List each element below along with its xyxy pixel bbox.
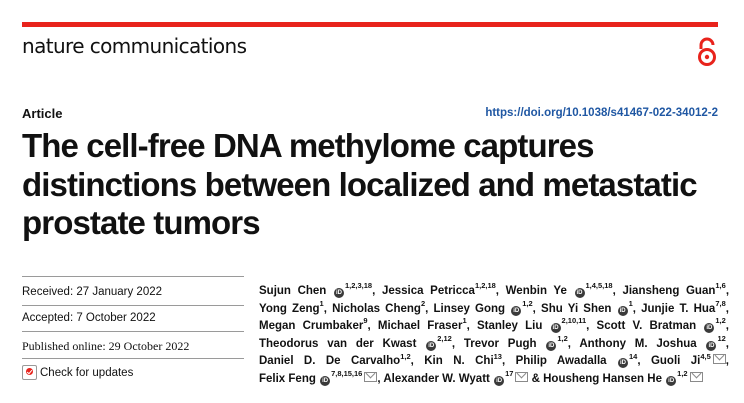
check-for-updates-button[interactable] bbox=[22, 365, 133, 380]
author[interactable]: Wenbin Ye iD$^{1,4,5,18}$, bbox=[505, 281, 616, 297]
open-access-icon bbox=[696, 37, 718, 67]
author-name: Nicholas Cheng bbox=[332, 302, 421, 315]
affiliation-numbers: 13 bbox=[493, 351, 502, 361]
author[interactable]: Stanley Liu iD$^{2,10,11}$, bbox=[477, 316, 590, 333]
published-date: Published online: 29 October 2022 bbox=[22, 339, 190, 353]
doi-link[interactable]: https://doi.org/10.1038/s41467-022-34012-2 bbox=[485, 107, 718, 119]
author-name: Scott V. Bratman bbox=[596, 320, 697, 333]
author-name: Philip Awadalla bbox=[515, 355, 607, 368]
author[interactable]: Daniel D. De Carvalho$^{1,2}$, bbox=[259, 351, 414, 368]
author[interactable]: Megan Crumbaker$^9$, bbox=[259, 316, 371, 333]
orcid-icon[interactable]: iD bbox=[708, 342, 715, 349]
author-name: Daniel D. De Carvalho bbox=[259, 355, 401, 368]
author[interactable]: Junjie T. Hua$^{7,8}$, bbox=[641, 298, 729, 315]
author[interactable]: Jiansheng Guan$^{1,6}$, bbox=[622, 281, 730, 297]
author-name: Jessica Petricca bbox=[381, 285, 475, 297]
author-name: Trevor Pugh bbox=[463, 337, 537, 350]
affiliation-numbers: 2 bbox=[420, 298, 426, 308]
author-name: Anthony M. Joshua bbox=[579, 337, 697, 350]
affiliation-numbers: 7,8,15,16 bbox=[331, 369, 363, 379]
affiliation-numbers: 1,2 bbox=[557, 333, 568, 343]
author-name: Yong Zeng bbox=[259, 302, 320, 315]
orcid-icon[interactable]: iD bbox=[552, 325, 559, 332]
orcid-icon[interactable]: iD bbox=[336, 290, 342, 296]
affiliation-numbers: 1,2 bbox=[400, 351, 411, 361]
author-name: Kin N. Chi bbox=[424, 355, 494, 368]
author-name: Linsey Gong bbox=[433, 302, 506, 315]
author-name: Housheng Hansen He bbox=[543, 372, 662, 385]
orcid-icon[interactable]: iD bbox=[428, 342, 435, 349]
journal-name[interactable]: nature communications bbox=[22, 34, 247, 58]
affiliation-numbers: 12 bbox=[717, 333, 726, 343]
email-icon[interactable] bbox=[713, 354, 726, 364]
orcid-icon[interactable]: iD bbox=[322, 377, 329, 384]
orcid-icon[interactable]: iD bbox=[576, 290, 583, 296]
check-for-updates-label: Check for updates bbox=[40, 366, 134, 379]
affiliation-numbers: 1,2,18 bbox=[474, 281, 496, 291]
orcid-icon[interactable]: iD bbox=[548, 342, 555, 349]
author[interactable]: Jessica Petricca$^{1,2,18}$, bbox=[381, 281, 499, 297]
author[interactable]: Scott V. Bratman iD$^{1,2}$, bbox=[596, 316, 729, 333]
email-icon[interactable] bbox=[515, 372, 528, 382]
author[interactable] bbox=[543, 369, 703, 385]
meta-divider bbox=[22, 305, 244, 306]
affiliation-numbers: 2,12 bbox=[437, 333, 452, 343]
author-name: Felix Feng bbox=[259, 372, 316, 385]
affiliation-numbers: 1,2 bbox=[522, 298, 533, 308]
affiliation-numbers: 1,2 bbox=[715, 316, 726, 326]
author-name: Guoli Ji bbox=[650, 355, 701, 368]
author-name: Alexander W. Wyatt bbox=[383, 372, 490, 385]
affiliation-numbers: 1 bbox=[319, 298, 324, 308]
affiliation-numbers: 1,2,3,18 bbox=[345, 281, 373, 291]
author-name: Jiansheng Guan bbox=[622, 285, 716, 297]
author-name: Stanley Liu bbox=[477, 320, 543, 333]
author[interactable]: Yong Zeng$^1$, bbox=[259, 298, 327, 315]
affiliation-numbers: 17 bbox=[505, 369, 514, 379]
author-list bbox=[259, 283, 729, 389]
author[interactable]: Linsey Gong iD$^{1,2}$, bbox=[433, 298, 536, 315]
orcid-icon[interactable]: iD bbox=[668, 377, 675, 384]
author[interactable]: Guoli Ji$^{4,5}$ , bbox=[650, 351, 729, 368]
author[interactable]: Alexander W. Wyatt $iD^{17}$ & bbox=[383, 369, 540, 385]
affiliation-numbers: 1,4,5,18 bbox=[585, 281, 613, 291]
orcid-icon[interactable]: iD bbox=[706, 325, 713, 332]
author-name: Sujun Chen bbox=[259, 285, 327, 297]
affiliation-numbers: 4,5 bbox=[700, 351, 711, 361]
affiliation-numbers: 7,8 bbox=[715, 298, 726, 308]
orcid-icon[interactable]: iD bbox=[496, 377, 503, 384]
author-name: Junjie T. Hua bbox=[641, 302, 716, 315]
author-name: Wenbin Ye bbox=[505, 285, 567, 297]
orcid-icon[interactable]: iD bbox=[619, 360, 626, 367]
author[interactable]: Sujun Chen iD$^{1,2,3,18}$, bbox=[259, 281, 376, 297]
article-type: Article bbox=[22, 106, 63, 121]
author[interactable]: Philip Awadalla $iD^{14}$, bbox=[515, 351, 641, 368]
received-date: Received: 27 January 2022 bbox=[22, 286, 163, 298]
author[interactable]: Michael Fraser$^1$, bbox=[377, 316, 470, 333]
orcid-icon[interactable]: iD bbox=[619, 307, 626, 314]
meta-divider bbox=[22, 358, 244, 359]
affiliation-numbers: 1,6 bbox=[715, 281, 726, 291]
email-icon[interactable] bbox=[364, 372, 377, 382]
author-name: Michael Fraser bbox=[377, 320, 463, 333]
check-for-updates-icon bbox=[22, 365, 37, 380]
affiliation-numbers: 1 bbox=[462, 316, 467, 326]
author-name: Shu Yi Shen bbox=[541, 302, 612, 315]
author[interactable]: Nicholas Cheng$^2$, bbox=[332, 298, 429, 315]
author-name: Megan Crumbaker bbox=[259, 320, 364, 333]
meta-divider bbox=[22, 331, 244, 332]
author[interactable]: Anthony M. Joshua $iD^{12}$, bbox=[579, 333, 729, 350]
affiliation-numbers: 14 bbox=[628, 351, 638, 361]
author[interactable]: Felix Feng iD$^{7,8,15,16}$ , bbox=[259, 369, 381, 385]
meta-divider bbox=[22, 276, 244, 277]
journal-accent-bar bbox=[22, 22, 718, 27]
author[interactable]: Trevor Pugh iD$^{1,2}$, bbox=[463, 333, 571, 350]
article-title: The cell-free DNA methylome captures distinctions between localized and metastatic prostate tumors bbox=[22, 127, 697, 241]
affiliation-numbers: 1 bbox=[628, 298, 633, 308]
author[interactable]: Theodorus van der Kwast iD$^{2,12}$, bbox=[259, 333, 456, 350]
author-name: Theodorus van der Kwast bbox=[259, 337, 417, 350]
affiliation-numbers: 1,2 bbox=[677, 369, 688, 379]
author[interactable]: Kin N. Chi$^{13}$, bbox=[424, 351, 506, 368]
affiliation-numbers: 9 bbox=[363, 316, 368, 326]
affiliation-numbers: 2,10,11 bbox=[561, 316, 587, 326]
orcid-icon[interactable]: iD bbox=[513, 307, 520, 314]
author[interactable]: Shu Yi Shen $iD^1$, bbox=[541, 298, 636, 315]
email-icon[interactable] bbox=[690, 372, 703, 382]
accepted-date: Accepted: 7 October 2022 bbox=[22, 312, 156, 324]
